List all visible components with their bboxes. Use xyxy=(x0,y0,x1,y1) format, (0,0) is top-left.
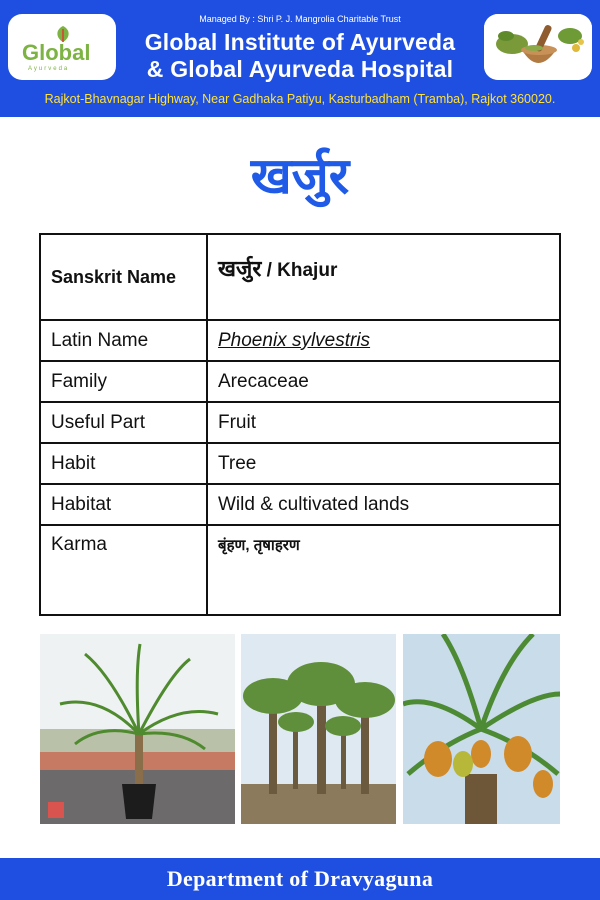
karma-value xyxy=(207,525,560,615)
plant-title: खर्जुर xyxy=(250,147,350,205)
karma-label: Karma xyxy=(40,525,207,615)
institute-name-line1: Global Institute of Ayurveda xyxy=(144,29,456,55)
family-label: Family xyxy=(40,361,207,402)
mortar-pestle-herbs-image xyxy=(484,14,592,80)
managed-by-text: Managed By : Shri P. J. Mangrolia Charitable Trust xyxy=(199,14,401,24)
habit-label: Habit xyxy=(40,443,207,484)
plant-info-table xyxy=(39,233,561,616)
date-fruit-bunches-image xyxy=(403,634,560,824)
sanskrit-name-roman: / Khajur xyxy=(261,260,338,281)
useful-part-value: Fruit xyxy=(207,402,560,443)
address-text: Rajkot-Bhavnagar Highway, Near Gadhaka Patiyu, Kasturbadham (Tramba), Rajkot 360020. xyxy=(44,92,556,106)
table-row xyxy=(40,320,560,361)
department-name: Department of Dravyaguna xyxy=(166,866,434,891)
habitat-label: Habitat xyxy=(40,484,207,525)
table-row xyxy=(40,361,560,402)
potted-date-palm-image xyxy=(40,634,235,824)
sanskrit-name-value xyxy=(207,234,560,320)
karma-value-text: बृंहण, तृषाहरण xyxy=(218,537,300,554)
latin-name-text: Phoenix sylvestris xyxy=(218,329,371,351)
date-palm-grove-image xyxy=(241,634,396,824)
useful-part-label: Useful Part xyxy=(40,402,207,443)
family-value: Arecaceae xyxy=(207,361,560,402)
table-row xyxy=(40,443,560,484)
institute-name-line2: & Global Ayurveda Hospital xyxy=(146,56,454,82)
habit-value: Tree xyxy=(207,443,560,484)
latin-name-value xyxy=(207,320,560,361)
latin-name-label: Latin Name xyxy=(40,320,207,361)
logo-subtext: Ayurveda xyxy=(28,66,70,72)
sanskrit-name-label: Sanskrit Name xyxy=(40,234,207,320)
table-row xyxy=(40,402,560,443)
sanskrit-name-hindi: खर्जुर xyxy=(218,256,262,281)
habitat-value: Wild & cultivated lands xyxy=(207,484,560,525)
table-row xyxy=(40,234,560,320)
logo-text: Global xyxy=(22,40,91,65)
table-row xyxy=(40,525,560,615)
table-row xyxy=(40,484,560,525)
